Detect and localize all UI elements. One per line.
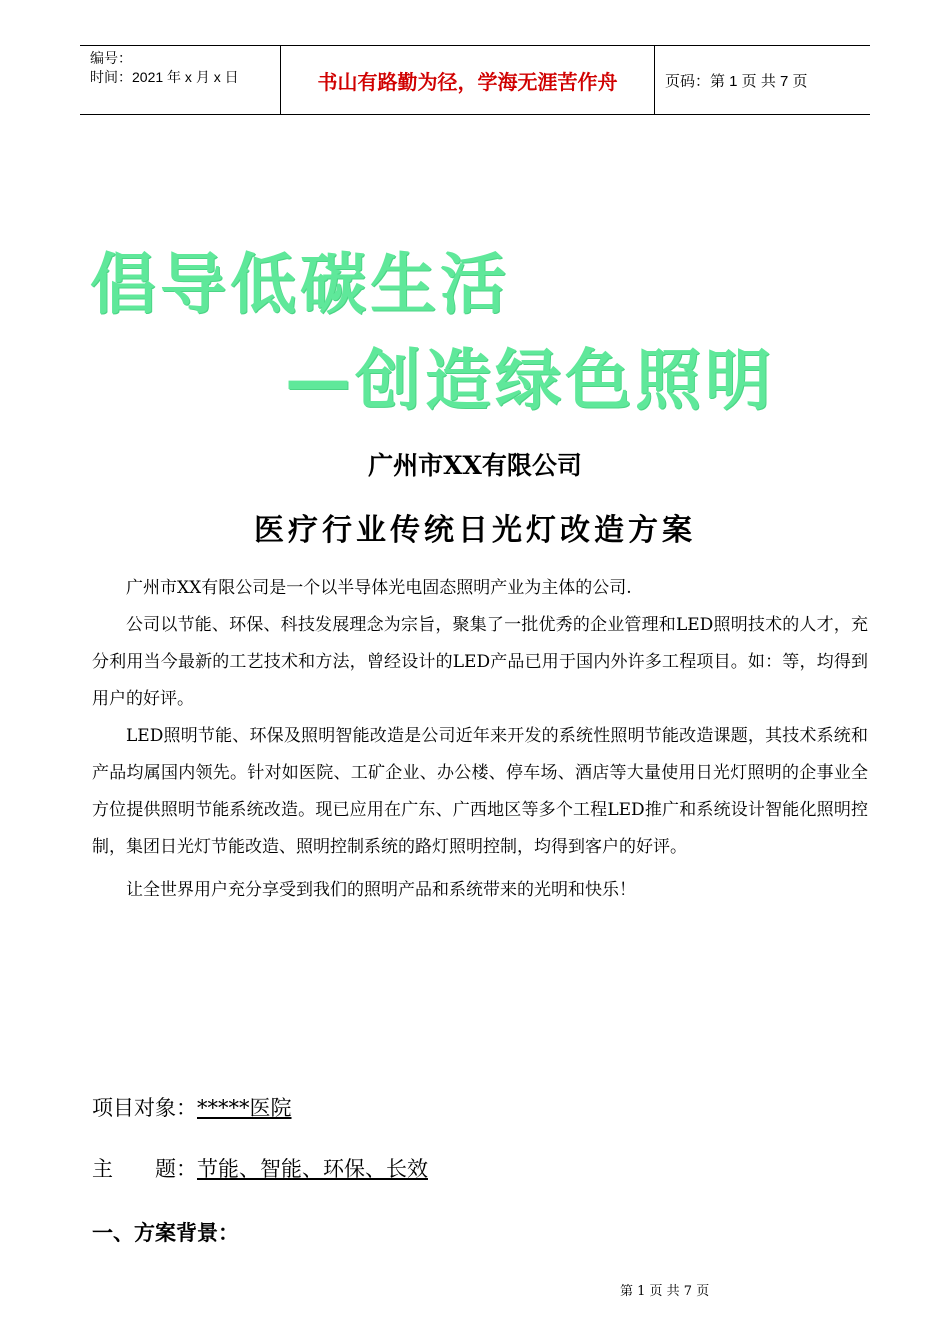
page-footer: 第 1 页 共 7 页 [620,1284,710,1299]
intro-body [92,570,868,909]
time-label: 时间：2021 年 x 月 x 日 [90,69,239,85]
paragraph: 让全世界用户充分享受到我们的照明产品和系统带来的光明和快乐！ [126,880,636,900]
slogan-line-2: —创造绿色照明 [285,342,775,419]
number-label: 编号： [90,50,132,66]
section-heading: 一、方案背景： [92,1221,239,1245]
project-target-label: 项目对象： [92,1096,197,1120]
project-target [92,1092,292,1122]
paragraph: 公司以节能、环保、科技发展理念为宗旨，聚集了一批优秀的企业管理和LED照明技术的人才，充分利用当今最新的工艺技术和方法，曾经设计的LED产品已用于国内外许多工程项目。如：等，均得到用户的好评。 [92,615,868,709]
header-page-info: 页码：第 1 页 共 7 页 [665,72,808,90]
project-target-value: *****医院 [197,1096,292,1120]
document-header [80,45,870,115]
paragraph: LED照明节能、环保及照明智能改造是公司近年来开发的系统性照明节能改造课题，其技术系统和产品均属国内领先。针对如医院、工矿企业、办公楼、停车场、酒店等大量使用日光灯照明的企事业全方位提供照明节能系统改造。现已应用在广东、广西地区等多个工程LED推广和系统设计智能化照明控制，集团日光灯节能改造、照明控制系统的路灯照明控制，均得到客户的好评。 [92,726,868,857]
paragraph: 广州市XX有限公司是一个以半导体光电固态照明产业为主体的公司. [126,578,632,598]
project-theme-label: 主 题： [92,1157,197,1181]
company-name: 广州市XX有限公司 [368,451,582,480]
slogan-line-1: 倡导低碳生活 [90,246,510,323]
header-meta [80,46,281,114]
project-theme-value: 节能、智能、环保、长效 [197,1157,428,1181]
header-motto: 书山有路勤为径，学海无涯苦作舟 [281,46,655,114]
project-theme [92,1153,428,1183]
document-title: 医疗行业传统日光灯改造方案 [254,513,696,548]
